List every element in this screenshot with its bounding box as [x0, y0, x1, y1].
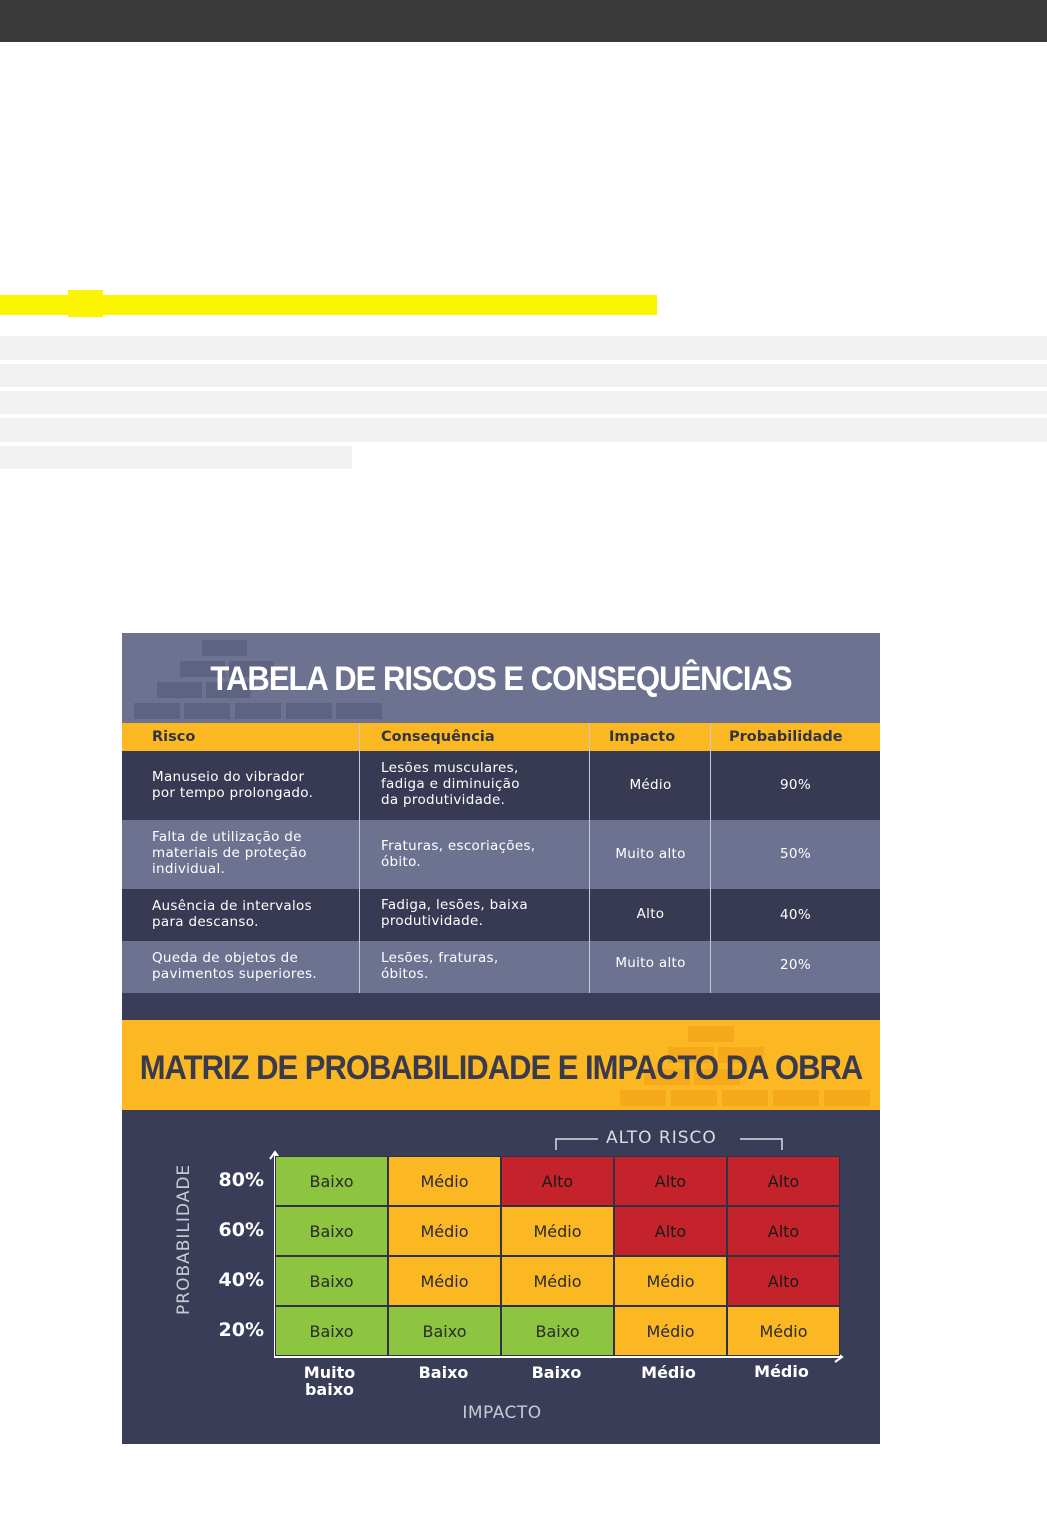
- column-divider: [589, 723, 590, 993]
- probability-cell: 50%: [780, 846, 811, 862]
- redacted-text-line: [0, 418, 1047, 442]
- matrix-cell: Baixo: [275, 1156, 388, 1206]
- redacted-text-line: [0, 336, 1047, 360]
- matrix-title: MATRIZ DE PROBABILIDADE E IMPACTO DA OBRA: [139, 1047, 863, 1088]
- impact-cell: Alto: [636, 906, 665, 922]
- matrix-cell: Médio: [614, 1256, 727, 1306]
- redacted-text-line: [0, 364, 1047, 387]
- matrix-cell: Baixo: [501, 1306, 614, 1356]
- column-divider: [710, 723, 711, 993]
- top-bar: [0, 0, 1047, 42]
- redacted-text-line: [0, 391, 1047, 414]
- matrix-cell: Médio: [614, 1306, 727, 1356]
- consequence-cell: Fraturas, escoriações, óbito.: [381, 838, 536, 870]
- matrix-cell: Alto: [727, 1206, 840, 1256]
- y-tick-label: 40%: [218, 1269, 264, 1291]
- x-axis-title: IMPACTO: [462, 1403, 542, 1423]
- brick-decoration: [620, 1090, 666, 1106]
- x-tick-label: Baixo: [531, 1363, 582, 1382]
- matrix-cell: Médio: [727, 1306, 840, 1356]
- matrix-cell: Alto: [614, 1156, 727, 1206]
- highlight-bar-tab: [68, 290, 103, 317]
- x-tick-label: Médio: [754, 1362, 809, 1381]
- brick-decoration: [773, 1090, 819, 1106]
- table-row: [122, 751, 880, 820]
- brick-decoration: [824, 1090, 870, 1106]
- column-header-probabilidade: Probabilidade: [729, 729, 843, 745]
- consequence-cell: Lesões musculares, fadiga e diminuição da produtividade.: [381, 760, 520, 808]
- table-row: [122, 820, 880, 889]
- brick-decoration: [688, 1026, 734, 1042]
- matrix-cell: Médio: [388, 1256, 501, 1306]
- probability-cell: 20%: [780, 957, 811, 973]
- risk-cell: Manuseio do vibrador por tempo prolongado.: [152, 769, 314, 801]
- brick-decoration: [286, 703, 332, 719]
- y-tick-label: 80%: [218, 1169, 264, 1191]
- table-row: [122, 889, 880, 941]
- matrix-header-banner: [122, 1020, 880, 1110]
- brick-decoration: [671, 1090, 717, 1106]
- matrix-cell: Baixo: [275, 1306, 388, 1356]
- column-header-impacto: Impacto: [609, 729, 676, 745]
- impact-cell: Médio: [629, 777, 672, 793]
- y-axis-title: PROBABILIDADE: [174, 1163, 194, 1315]
- column-header-risco: Risco: [152, 729, 196, 745]
- y-tick-label: 60%: [218, 1219, 264, 1241]
- risk-infographic: [122, 633, 880, 1444]
- brick-decoration: [184, 703, 230, 719]
- brick-decoration: [134, 703, 180, 719]
- x-tick-label: Médio: [641, 1363, 696, 1382]
- impact-cell: Muito alto: [615, 955, 686, 971]
- x-tick-label: Baixo: [418, 1363, 469, 1382]
- consequence-cell: Fadiga, lesões, baixa produtividade.: [381, 897, 528, 929]
- probability-cell: 90%: [780, 777, 811, 793]
- matrix-cell: Médio: [388, 1156, 501, 1206]
- matrix-cell: Baixo: [388, 1306, 501, 1356]
- impact-cell: Muito alto: [615, 846, 686, 862]
- column-header-consequencia: Consequência: [381, 729, 495, 745]
- table-column-header: [122, 723, 880, 751]
- risk-cell: Ausência de intervalos para descanso.: [152, 898, 312, 930]
- brick-decoration: [336, 703, 382, 719]
- column-divider: [359, 723, 360, 993]
- matrix-cell: Baixo: [275, 1256, 388, 1306]
- table-title: TABELA DE RISCOS E CONSEQUÊNCIAS: [210, 658, 792, 699]
- matrix-cell: Alto: [501, 1156, 614, 1206]
- risk-cell: Queda de objetos de pavimentos superiores.: [152, 950, 317, 982]
- matrix-cell: Médio: [388, 1206, 501, 1256]
- x-tick-label: Muito baixo: [303, 1363, 356, 1399]
- y-tick-label: 20%: [218, 1319, 264, 1341]
- matrix-cell: Médio: [501, 1256, 614, 1306]
- matrix-cell: Baixo: [275, 1206, 388, 1256]
- matrix-cell: Alto: [727, 1256, 840, 1306]
- matrix-cell: Alto: [727, 1156, 840, 1206]
- brick-decoration: [722, 1090, 768, 1106]
- probability-cell: 40%: [780, 907, 811, 923]
- brick-decoration: [235, 703, 281, 719]
- table-header-banner: [122, 633, 880, 723]
- redacted-text-line: [0, 446, 352, 469]
- table-row: [122, 941, 880, 993]
- section-divider: [122, 993, 880, 1020]
- matrix-cell: Alto: [614, 1206, 727, 1256]
- risk-cell: Falta de utilização de materiais de proteção individual.: [152, 829, 307, 877]
- alto-risco-label: ALTO RISCO: [602, 1128, 721, 1148]
- matrix-cell: Médio: [501, 1206, 614, 1256]
- brick-decoration: [202, 640, 247, 656]
- consequence-cell: Lesões, fraturas, óbitos.: [381, 950, 499, 982]
